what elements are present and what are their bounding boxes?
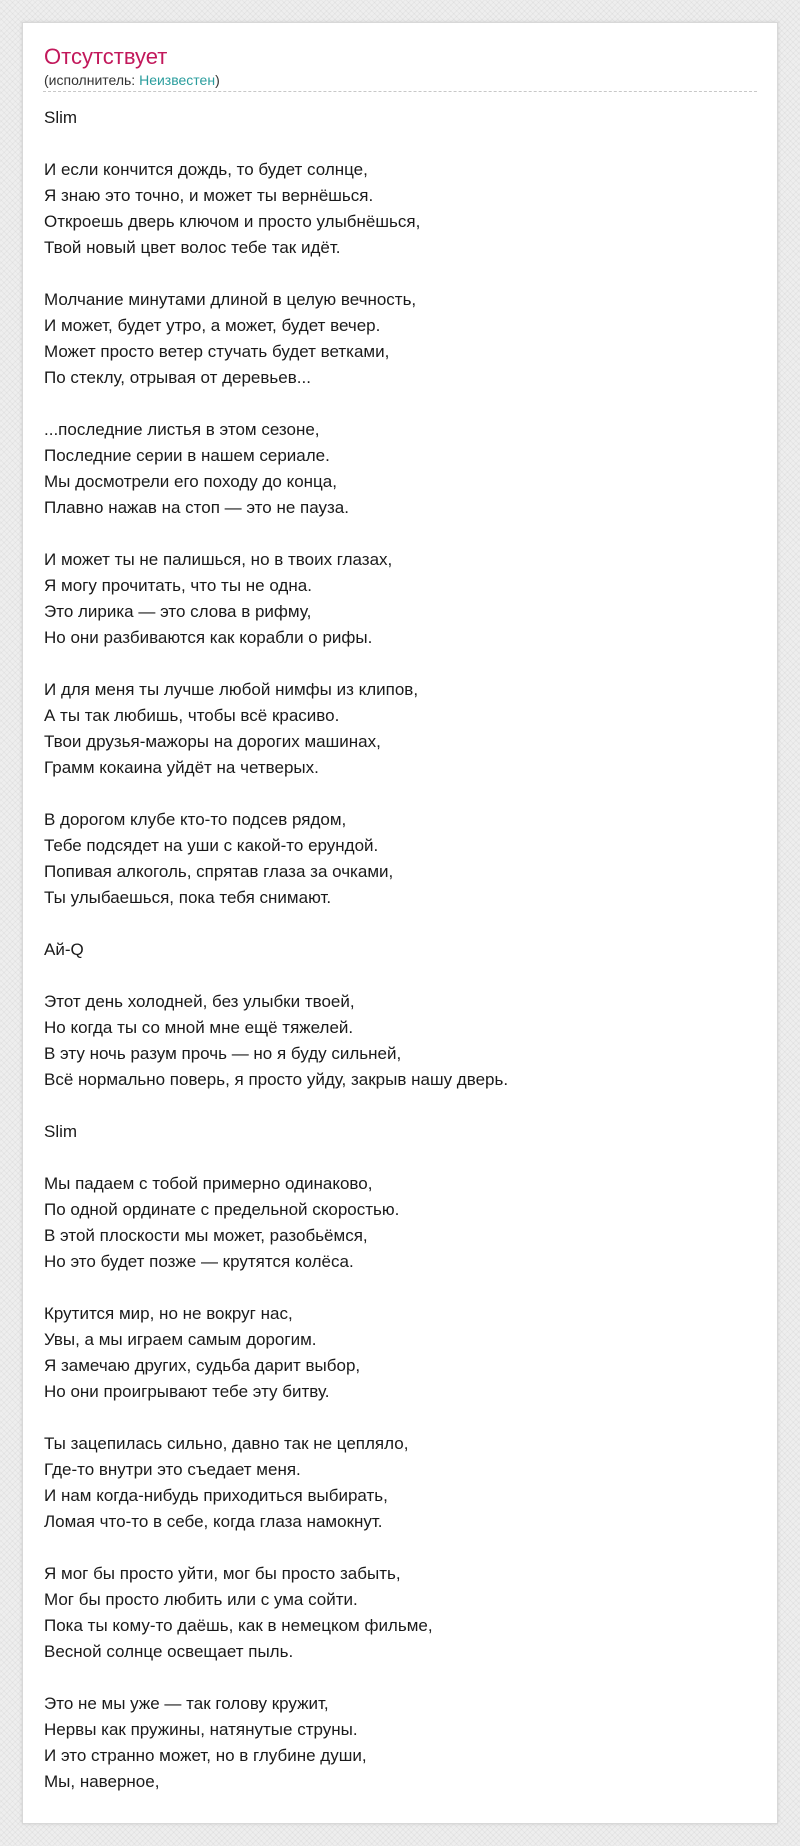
lyrics-card <box>22 22 778 1824</box>
lyrics-line: В дорогом клубе кто-то подсев рядом, <box>44 810 347 829</box>
lyrics-line: Молчание минутами длиной в целую вечность, <box>44 290 417 309</box>
lyrics-line: Ломая что-то в себе, когда глаза намокнут. <box>44 1512 383 1531</box>
lyrics-line: Увы, а мы играем самым дорогим. <box>44 1330 317 1349</box>
lyrics-line: Мы, наверное, <box>44 1772 160 1791</box>
lyrics-line: Но когда ты со мной мне ещё тяжелей. <box>44 1018 354 1037</box>
lyrics-line: Этот день холодней, без улыбки твоей, <box>44 992 355 1011</box>
lyrics-stanza <box>44 937 757 963</box>
lyrics-stanza <box>44 105 757 131</box>
lyrics-line: Ай-Q <box>44 940 84 959</box>
lyrics-line: Slim <box>44 1122 78 1141</box>
lyrics-stanza <box>44 1561 757 1665</box>
lyrics-line: Я замечаю других, судьба дарит выбор, <box>44 1356 361 1375</box>
lyrics-line: А ты так любишь, чтобы всё красиво. <box>44 706 340 725</box>
lyrics-line: По стеклу, отрывая от деревьев... <box>44 368 311 387</box>
lyrics-stanza <box>44 1119 757 1145</box>
lyrics-line: Я могу прочитать, что ты не одна. <box>44 576 312 595</box>
lyrics-line: Откроешь дверь ключом и просто улыбнёшься, <box>44 212 421 231</box>
lyrics-line: ...последние листья в этом сезоне, <box>44 420 320 439</box>
lyrics-line: Грамм кокаина уйдёт на четверых. <box>44 758 319 777</box>
lyrics-line: Плавно нажав на стоп — это не пауза. <box>44 498 349 517</box>
lyrics-line: Мы досмотрели его походу до конца, <box>44 472 337 491</box>
lyrics-text <box>43 105 757 1795</box>
lyrics-line: Где-то внутри это съедает меня. <box>44 1460 301 1479</box>
lyrics-line: Но они разбиваются как корабли о рифы. <box>44 628 373 647</box>
lyrics-line: Попивая алкоголь, спрятав глаза за очками, <box>44 862 394 881</box>
lyrics-line: И для меня ты лучше любой нимфы из клипов, <box>44 680 419 699</box>
lyrics-stanza <box>44 157 757 261</box>
lyrics-line: В эту ночь разум прочь — но я буду сильней, <box>44 1044 402 1063</box>
lyrics-stanza <box>44 1171 757 1275</box>
lyrics-line: Мы падаем с тобой примерно одинаково, <box>44 1174 373 1193</box>
artist-prefix: (исполнитель: <box>44 72 140 88</box>
lyrics-line: Весной солнце освещает пыль. <box>44 1642 294 1661</box>
lyrics-line: Может просто ветер стучать будет ветками, <box>44 342 390 361</box>
artist-link[interactable]: Неизвестен <box>139 72 216 88</box>
header-divider <box>43 91 757 92</box>
lyrics-stanza <box>44 807 757 911</box>
song-title: Отсутствует <box>44 44 168 69</box>
lyrics-stanza <box>44 417 757 521</box>
lyrics-stanza <box>44 1431 757 1535</box>
lyrics-line: Всё нормально поверь, я просто уйду, закрыв нашу дверь. <box>44 1070 509 1089</box>
lyrics-line: В этой плоскости мы может, разобьёмся, <box>44 1226 368 1245</box>
lyrics-line: И может ты не палишься, но в твоих глазах, <box>44 550 393 569</box>
lyrics-line: Но они проигрывают тебе эту битву. <box>44 1382 330 1401</box>
lyrics-line: По одной ординате с предельной скоростью. <box>44 1200 400 1219</box>
lyrics-line: Последние серии в нашем сериале. <box>44 446 330 465</box>
lyrics-line: Мог бы просто любить или с ума сойти. <box>44 1590 358 1609</box>
lyrics-line: Нервы как пружины, натянутые струны. <box>44 1720 358 1739</box>
lyrics-line: Пока ты кому-то даёшь, как в немецком фильме, <box>44 1616 433 1635</box>
lyrics-stanza <box>44 1301 757 1405</box>
lyrics-stanza <box>44 287 757 391</box>
artist-suffix: ) <box>215 72 220 88</box>
lyrics-line: Это не мы уже — так голову кружит, <box>44 1694 329 1713</box>
lyrics-line: Крутится мир, но не вокруг нас, <box>44 1304 293 1323</box>
lyrics-line: Я знаю это точно, и может ты вернёшься. <box>44 186 374 205</box>
lyrics-line: Но это будет позже — крутятся колёса. <box>44 1252 354 1271</box>
lyrics-line: Ты улыбаешься, пока тебя снимают. <box>44 888 332 907</box>
lyrics-stanza <box>44 1691 757 1795</box>
lyrics-stanza <box>44 677 757 781</box>
lyrics-line: Твои друзья-мажоры на дорогих машинах, <box>44 732 381 751</box>
lyrics-line: И нам когда-нибудь приходиться выбирать, <box>44 1486 388 1505</box>
lyrics-stanza <box>44 547 757 651</box>
lyrics-line: И если кончится дождь, то будет солнце, <box>44 160 368 179</box>
artist-line <box>43 71 757 89</box>
lyrics-line: И это странно может, но в глубине души, <box>44 1746 367 1765</box>
lyrics-line: Тебе подсядет на уши с какой-то ерундой. <box>44 836 379 855</box>
lyrics-line: Твой новый цвет волос тебе так идёт. <box>44 238 341 257</box>
lyrics-stanza <box>44 989 757 1093</box>
lyrics-line: Ты зацепилась сильно, давно так не цепляло, <box>44 1434 409 1453</box>
lyrics-line: Это лирика — это слова в рифму, <box>44 602 312 621</box>
lyrics-line: Slim <box>44 108 78 127</box>
lyrics-line: И может, будет утро, а может, будет вечер. <box>44 316 381 335</box>
lyrics-line: Я мог бы просто уйти, мог бы просто забыть, <box>44 1564 401 1583</box>
